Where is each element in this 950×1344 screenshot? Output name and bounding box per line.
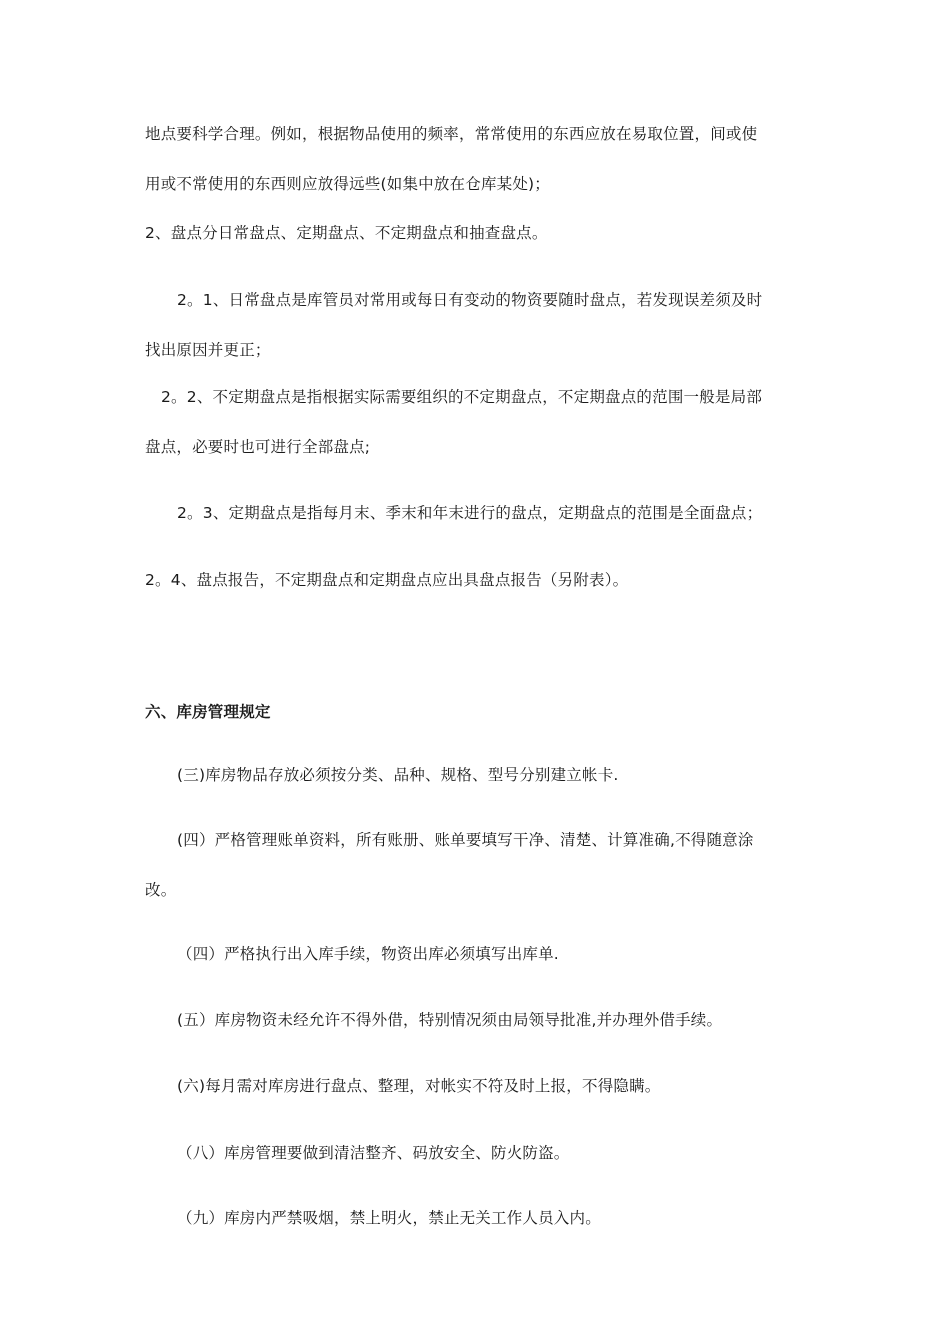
rule-line: (三)库房物品存放必须按分类、品种、规格、型号分别建立帐卡. (177, 766, 619, 784)
rule-line: (六)每月需对库房进行盘点、整理，对帐实不符及时上报，不得隐瞒。 (177, 1077, 661, 1095)
rule-line: （九）库房内严禁吸烟，禁上明火，禁止无关工作人员入内。 (177, 1209, 601, 1227)
paragraph-line: 2。4、盘点报告，不定期盘点和定期盘点应出具盘点报告（另附表）。 (145, 571, 629, 589)
paragraph-line: 2、盘点分日常盘点、定期盘点、不定期盘点和抽查盘点。 (145, 224, 548, 242)
section-heading: 六、库房管理规定 (145, 703, 271, 721)
paragraph-line: 盘点，必要时也可进行全部盘点; (145, 438, 371, 456)
paragraph-line: 2。3、定期盘点是指每月末、季末和年末进行的盘点，定期盘点的范围是全面盘点； (177, 504, 763, 522)
rule-line: （四）严格执行出入库手续，物资出库必须填写出库单. (177, 945, 559, 963)
rule-line: （八）库房管理要做到清洁整齐、码放安全、防火防盗。 (177, 1144, 570, 1162)
paragraph-line: 用或不常使用的东西则应放得远些(如集中放在仓库某处)； (145, 175, 550, 193)
rule-line: (四）严格管理账单资料，所有账册、账单要填写干净、清楚、计算准确,不得随意涂 (177, 831, 754, 849)
paragraph-line: 地点要科学合理。例如，根据物品使用的频率，常常使用的东西应放在易取位置，间或使 (145, 125, 758, 143)
paragraph-line: 2。2、不定期盘点是指根据实际需要组织的不定期盘点，不定期盘点的范围一般是局部 (161, 388, 763, 406)
rule-line: 改。 (145, 881, 177, 899)
paragraph-line: 2。1、日常盘点是库管员对常用或每日有变动的物资要随时盘点，若发现误差须及时 (177, 291, 763, 309)
rule-line: (五）库房物资未经允许不得外借，特别情况须由局领导批准,并办理外借手续。 (177, 1011, 723, 1029)
paragraph-line: 找出原因并更正； (145, 341, 271, 359)
